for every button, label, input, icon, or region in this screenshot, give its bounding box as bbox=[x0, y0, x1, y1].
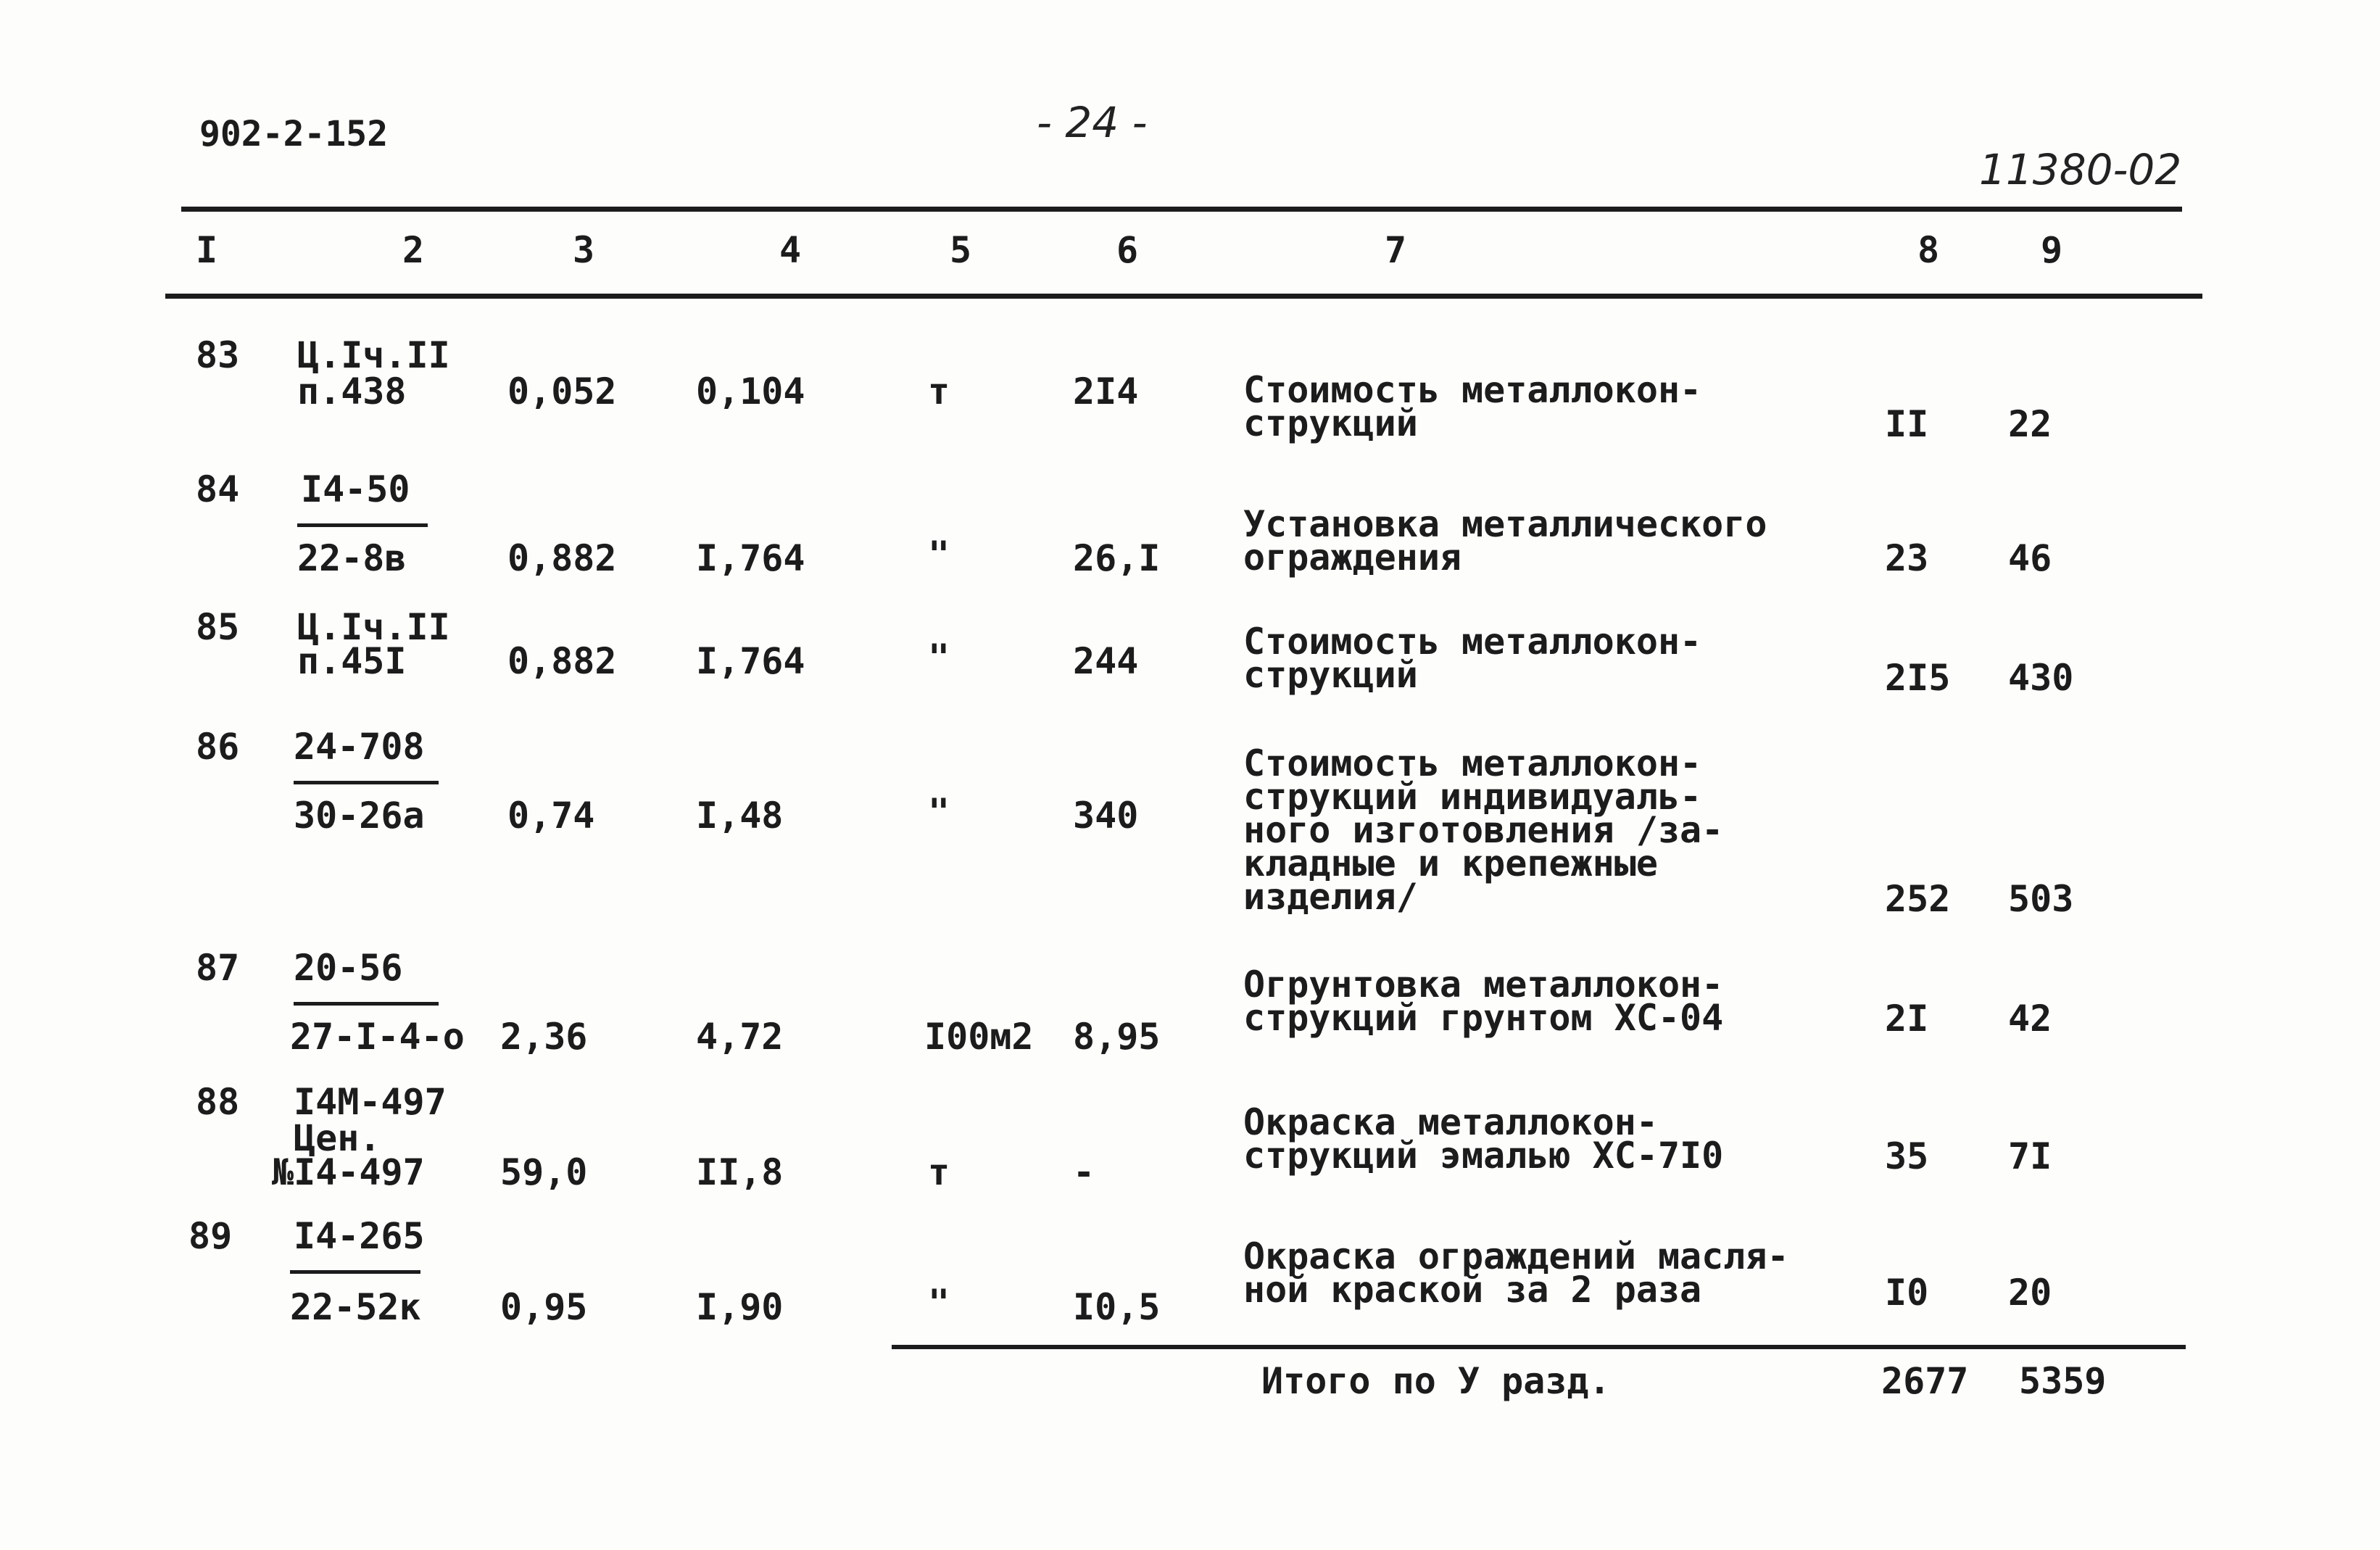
code-top: Ц.Iч.II bbox=[297, 606, 450, 648]
unit: т bbox=[928, 370, 950, 413]
code-bottom: 27-I-4-о bbox=[290, 1016, 465, 1058]
archive-number: 11380-02 bbox=[1979, 145, 2182, 194]
code-bottom: 22-52к bbox=[290, 1286, 421, 1328]
price: I0,5 bbox=[1073, 1286, 1161, 1328]
qty-total: I,90 bbox=[696, 1286, 784, 1328]
cost-unit: II bbox=[1885, 403, 1929, 445]
fraction-line bbox=[294, 781, 439, 784]
unit: " bbox=[928, 534, 950, 576]
cost-unit: 35 bbox=[1885, 1135, 1929, 1177]
code-top: I4-265 bbox=[294, 1215, 425, 1257]
row-number: 88 bbox=[196, 1081, 240, 1123]
cost-total: 22 bbox=[2008, 403, 2052, 445]
cost-total: 42 bbox=[2008, 998, 2052, 1040]
description: Стоимость металлокон- струкций bbox=[1243, 369, 1702, 444]
col-header-9: 9 bbox=[2041, 229, 2063, 271]
fraction-line bbox=[294, 1002, 439, 1006]
row-number: 83 bbox=[196, 334, 240, 376]
code-bottom: п.438 bbox=[297, 370, 407, 413]
qty-total: 4,72 bbox=[696, 1016, 784, 1058]
cost-total: 503 bbox=[2008, 878, 2074, 920]
code-top: 24-708 bbox=[294, 726, 425, 768]
qty-total: I,764 bbox=[696, 537, 805, 579]
description: Установка металлического ограждения bbox=[1243, 503, 1767, 579]
total-cost-unit: 2677 bbox=[1881, 1360, 1969, 1402]
total-label: Итого по У разд. bbox=[1261, 1360, 1611, 1402]
qty-unit: 2,36 bbox=[500, 1016, 588, 1058]
code-top: I4-50 bbox=[301, 468, 410, 510]
cost-total: 20 bbox=[2008, 1272, 2052, 1314]
cost-unit: 2I bbox=[1885, 998, 1929, 1040]
unit: I00м2 bbox=[924, 1016, 1034, 1058]
price: 26,I bbox=[1073, 537, 1161, 579]
total-rule bbox=[892, 1345, 2186, 1349]
cost-unit: 2I5 bbox=[1885, 657, 1951, 699]
col-header-2: 2 bbox=[402, 229, 425, 271]
code-top: Ц.Iч.II bbox=[297, 334, 450, 376]
table-top-rule bbox=[181, 207, 2182, 212]
qty-unit: 59,0 bbox=[500, 1151, 588, 1193]
qty-unit: 0,882 bbox=[507, 640, 617, 682]
qty-unit: 0,882 bbox=[507, 537, 617, 579]
row-number: 84 bbox=[196, 468, 240, 510]
cost-unit: 252 bbox=[1885, 878, 1951, 920]
col-header-8: 8 bbox=[1917, 229, 1940, 271]
cost-total: 430 bbox=[2008, 657, 2074, 699]
description: Окраска ограждений масля- ной краской за 2 раза bbox=[1243, 1235, 1789, 1311]
price: 340 bbox=[1073, 795, 1139, 837]
qty-total: 0,104 bbox=[696, 370, 805, 413]
row-number: 86 bbox=[196, 726, 240, 768]
code-bottom: 22-8в bbox=[297, 537, 407, 579]
price: - bbox=[1073, 1151, 1095, 1193]
cost-unit: 23 bbox=[1885, 537, 1929, 579]
table-header-rule bbox=[165, 294, 2202, 299]
total-cost-total: 5359 bbox=[2019, 1360, 2107, 1402]
description: Окраска металлокон- струкций эмалью ХС-7I0 bbox=[1243, 1101, 1724, 1177]
unit: т bbox=[928, 1151, 950, 1193]
doc-code: 902-2-152 bbox=[199, 114, 389, 154]
col-header-7: 7 bbox=[1385, 229, 1407, 271]
cost-total: 46 bbox=[2008, 537, 2052, 579]
row-number: 87 bbox=[196, 947, 240, 989]
fraction-line bbox=[290, 1270, 420, 1274]
code-top: 20-56 bbox=[294, 947, 403, 989]
qty-unit: 0,95 bbox=[500, 1286, 588, 1328]
cost-unit: I0 bbox=[1885, 1272, 1929, 1314]
qty-total: I,764 bbox=[696, 640, 805, 682]
code-bottom: 30-26а bbox=[294, 795, 425, 837]
col-header-3: 3 bbox=[573, 229, 595, 271]
col-header-4: 4 bbox=[779, 229, 802, 271]
description: Огрунтовка металлокон- струкций грунтом ХС-04 bbox=[1243, 963, 1724, 1039]
code-top: I4М-497 bbox=[294, 1081, 447, 1123]
price: 8,95 bbox=[1073, 1016, 1161, 1058]
qty-unit: 0,74 bbox=[507, 795, 595, 837]
description: Стоимость металлокон- струкций bbox=[1243, 621, 1702, 696]
price: 2I4 bbox=[1073, 370, 1139, 413]
code-bottom: №I4-497 bbox=[272, 1151, 425, 1193]
page-number: - 24 - bbox=[1037, 98, 1148, 147]
qty-total: I,48 bbox=[696, 795, 784, 837]
code-mid: Цен. bbox=[294, 1117, 381, 1159]
price: 244 bbox=[1073, 640, 1139, 682]
code-bottom: п.45I bbox=[297, 640, 407, 682]
unit: " bbox=[928, 1282, 950, 1324]
qty-unit: 0,052 bbox=[507, 370, 617, 413]
col-header-1: I bbox=[196, 229, 218, 271]
unit: " bbox=[928, 791, 950, 833]
cost-total: 7I bbox=[2008, 1135, 2052, 1177]
row-number: 89 bbox=[188, 1215, 233, 1257]
col-header-5: 5 bbox=[950, 229, 972, 271]
row-number: 85 bbox=[196, 606, 240, 648]
description: Стоимость металлокон- струкций индивидуаль- ного изготовления /за- кладные и крепежные изделия/ bbox=[1243, 742, 1724, 918]
qty-total: II,8 bbox=[696, 1151, 784, 1193]
fraction-line bbox=[297, 523, 428, 527]
col-header-6: 6 bbox=[1116, 229, 1139, 271]
unit: " bbox=[928, 637, 950, 679]
